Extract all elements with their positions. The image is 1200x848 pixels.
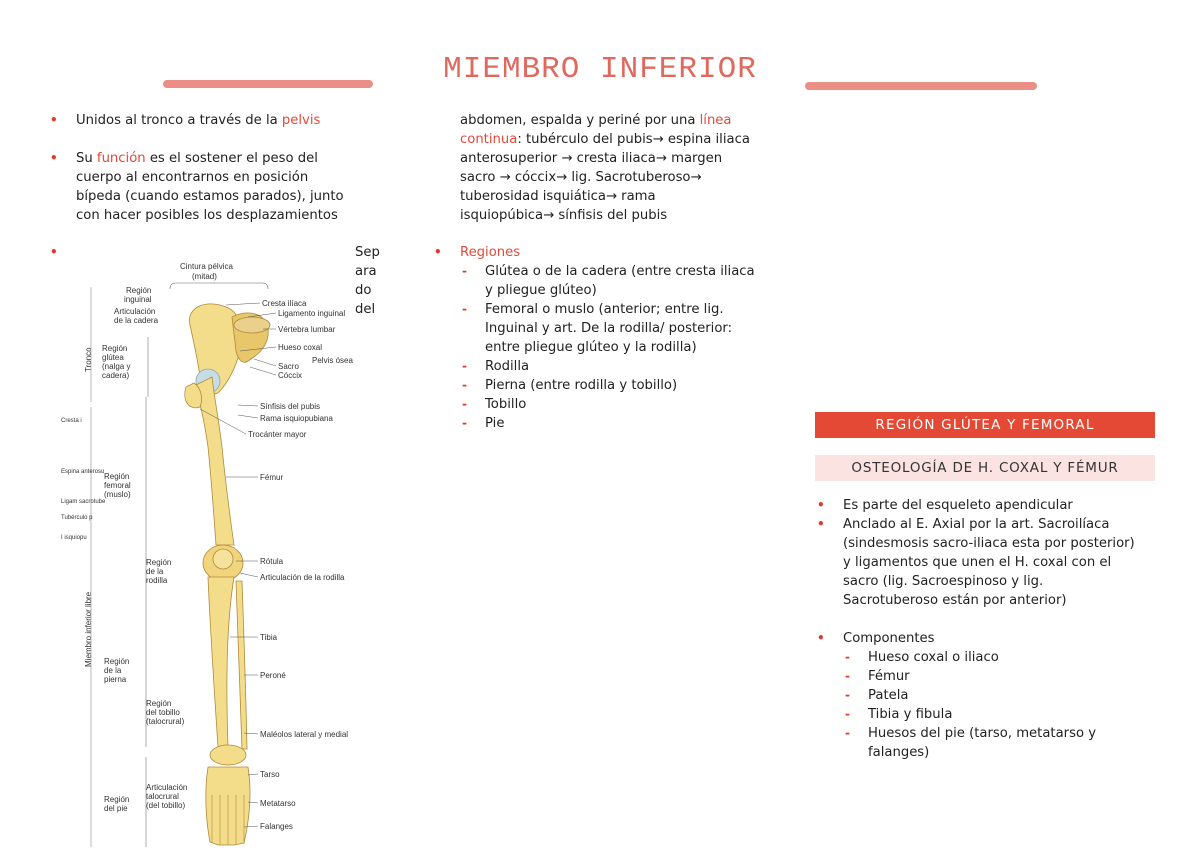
list-item: • Es parte del esqueleto apendicular bbox=[817, 496, 1137, 515]
fig-right-trocanter: Trocánter mayor bbox=[248, 430, 307, 439]
column-3-content bbox=[817, 496, 1137, 762]
fig-right-ligamento: Ligamento inguinal bbox=[278, 309, 346, 318]
fig-left-cadera-1: Articulación bbox=[114, 307, 156, 316]
fig-left-rodilla-3: rodilla bbox=[146, 576, 168, 585]
column-2-regions bbox=[434, 243, 764, 433]
funcion-highlight: función bbox=[96, 151, 146, 166]
edge-fragment-4: Tubérculo p bbox=[61, 515, 93, 521]
linea-continua-highlight: línea continua bbox=[460, 113, 732, 147]
fig-left-femoral-1: Región bbox=[104, 472, 130, 481]
fig-right-tibia: Tibia bbox=[260, 633, 278, 642]
figure-label-cintura: Cintura pélvica bbox=[180, 262, 233, 271]
edge-fragment-2: Espina anterosu bbox=[61, 469, 105, 475]
fig-left-talocrural-1: Articulación bbox=[146, 783, 188, 792]
fig-right-femur: Fémur bbox=[260, 473, 284, 482]
figure-label-cintura-mitad: (mitad) bbox=[192, 272, 217, 281]
bullet-funcion: • Su función es el sostener el peso del cuerpo al encontrarnos en posición bípeda (cuando estamos parados), junto con hacer posibles los desplazamientos bbox=[50, 149, 350, 225]
fig-left-pie-2: del pie bbox=[104, 804, 128, 813]
fig-right-maleolos: Maléolos lateral y medial bbox=[260, 730, 349, 739]
fig-right-pelvis: Pelvis ósea bbox=[312, 356, 353, 365]
fig-left-tobillo-2: del tobillo bbox=[146, 708, 180, 717]
fig-left-glutea-4: cadera) bbox=[102, 371, 130, 380]
fig-left-rodilla-1: Región bbox=[146, 558, 172, 567]
list-item: - Fémur bbox=[843, 667, 1137, 686]
list-item: - Pierna (entre rodilla y tobillo) bbox=[460, 376, 764, 395]
list-item: - Patela bbox=[843, 686, 1137, 705]
fig-left-pierna-1: Región bbox=[104, 657, 130, 666]
fig-left-glutea-1: Región bbox=[102, 344, 128, 353]
list-item: - Pie bbox=[460, 414, 764, 433]
fig-left-inguinal-2: inguinal bbox=[124, 295, 152, 304]
fig-left-rodilla-2: de la bbox=[146, 567, 164, 576]
fig-left-glutea-2: glútea bbox=[102, 353, 124, 362]
edge-fragment-3: Ligam sacrotube bbox=[61, 499, 106, 505]
fig-right-articulacion-rodilla: Articulación de la rodilla bbox=[260, 573, 345, 582]
list-item: - Huesos del pie (tarso, metatarso y falanges) bbox=[843, 724, 1137, 762]
page-title: MIEMBRO INFERIOR bbox=[443, 52, 757, 87]
fig-right-sinfisis: Sínfisis del pubis bbox=[260, 402, 321, 411]
components-list bbox=[843, 648, 1137, 762]
fig-right-rama: Rama isquiopubiana bbox=[260, 414, 333, 423]
fig-left-femoral-3: (muslo) bbox=[104, 490, 131, 499]
list-item: - Tobillo bbox=[460, 395, 764, 414]
fig-right-cresta: Cresta ilíaca bbox=[262, 299, 307, 308]
fig-right-hueso-coxal: Hueso coxal bbox=[278, 343, 323, 352]
fig-right-vertebra: Vértebra lumbar bbox=[278, 325, 336, 334]
figure-label-miembro-libre: Miembro inferior libre bbox=[84, 591, 93, 667]
column-2-paragraph: abdomen, espalda y periné por una línea continua: tubérculo del pubis→ espina iliaca anterosuperior → cresta iliaca→ margen sacro → cóccix→ lig. Sacrotuberoso→ tuberosidad isquiática→ rama isquiopúbica→ sínfisis del pubis bbox=[460, 113, 750, 223]
list-item: • Anclado al E. Axial por la art. Sacroilíaca (sindesmosis sacro-iliaca esta por posterior) y ligamentos que unen el H. coxal con el sacro (lig. Sacroespinoso y lig. Sacrotuberoso están por anterior) bbox=[817, 515, 1137, 610]
fig-right-tarso: Tarso bbox=[260, 770, 280, 779]
fig-left-inguinal-1: Región bbox=[126, 286, 152, 295]
lower-limb-figure bbox=[58, 247, 358, 848]
bullet-componentes: • Componentes - Hueso coxal o iliaco - Fémur - Patela - Tibia y fibula - Huesos del pie (tarso, metatarso y falanges) bbox=[817, 629, 1137, 762]
edge-fragment-1: Cresta i bbox=[61, 418, 82, 424]
subsection-title: OSTEOLOGÍA DE H. COXAL Y FÉMUR bbox=[815, 455, 1155, 481]
list-item: - Femoral o muslo (anterior; entre lig. Inguinal y art. De la rodilla/ posterior: entre pliegue glúteo y la rodilla) bbox=[460, 300, 764, 357]
separado-fragment: Sep ara do del bbox=[355, 245, 380, 317]
fig-right-coccix: Cóccix bbox=[278, 371, 303, 380]
fig-left-talocrural-3: (del tobillo) bbox=[146, 801, 186, 810]
fig-left-glutea-3: (nalga y bbox=[102, 362, 131, 371]
section-title: REGIÓN GLÚTEA Y FEMORAL bbox=[815, 412, 1155, 438]
fig-left-tobillo-1: Región bbox=[146, 699, 172, 708]
fig-left-talocrural-2: talocrural bbox=[146, 792, 179, 801]
bullet-pelvis: • Unidos al tronco a través de la pelvis bbox=[50, 111, 350, 130]
fig-left-pie-1: Región bbox=[104, 795, 130, 804]
fig-right-falanges: Falanges bbox=[260, 822, 293, 831]
fig-right-sacro: Sacro bbox=[278, 362, 299, 371]
edge-fragment-5: I isquiopu bbox=[61, 535, 87, 541]
pelvis-highlight: pelvis bbox=[281, 113, 321, 128]
fig-left-pierna-2: de la bbox=[104, 666, 122, 675]
list-item: - Hueso coxal o iliaco bbox=[843, 648, 1137, 667]
regions-list bbox=[460, 262, 764, 433]
list-item: - Glútea o de la cadera (entre cresta iliaca y pliegue glúteo) bbox=[460, 262, 764, 300]
fig-left-tobillo-3: (talocrural) bbox=[146, 717, 185, 726]
fig-left-cadera-2: de la cadera bbox=[114, 316, 159, 325]
list-item: - Tibia y fibula bbox=[843, 705, 1137, 724]
fig-left-pierna-3: pierna bbox=[104, 675, 127, 684]
column-1 bbox=[50, 111, 350, 225]
title-rule-right bbox=[805, 82, 1037, 90]
list-item: - Rodilla bbox=[460, 357, 764, 376]
fig-right-metatarso: Metatarso bbox=[260, 799, 296, 808]
fig-left-femoral-2: femoral bbox=[104, 481, 131, 490]
bullet-figure: • bbox=[50, 245, 58, 259]
fig-right-rotula: Rótula bbox=[260, 557, 284, 566]
figure-label-tronco: Tronco bbox=[84, 347, 93, 372]
fig-right-perone: Peroné bbox=[260, 671, 286, 680]
bullet-regiones: • Regiones - Glútea o de la cadera (entre cresta iliaca y pliegue glúteo) - Femoral o muslo (anterior; entre lig. Inguinal y art. De la rodilla/ posterior: entre pliegue glúteo y la rodilla) - Rodilla - Pierna (entre rodilla y tobillo) - Tobillo - Pie bbox=[434, 243, 764, 433]
